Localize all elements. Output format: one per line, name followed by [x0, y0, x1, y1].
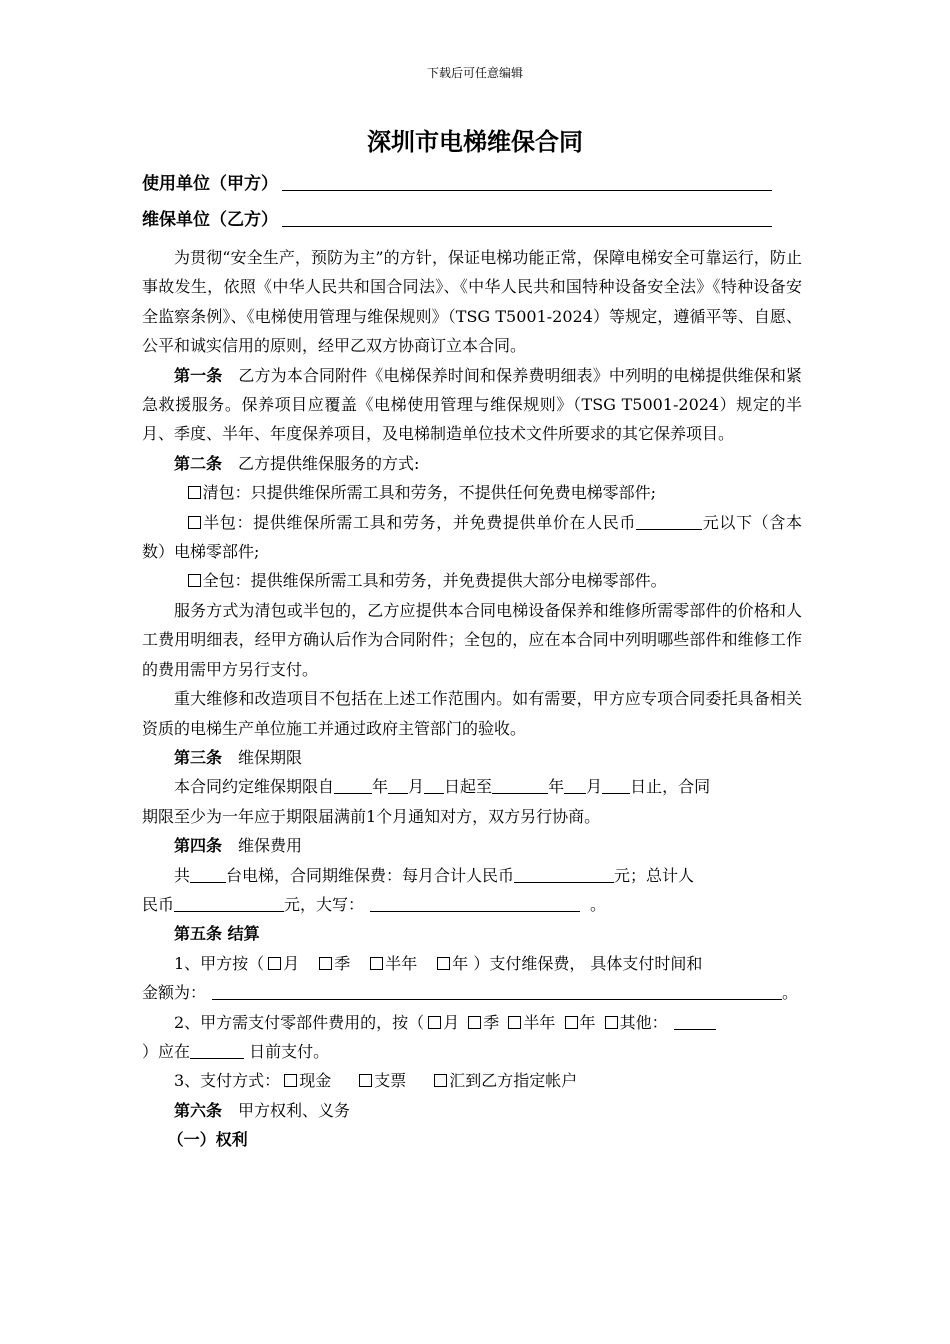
party-a-line — [142, 172, 772, 196]
start-day-label: 日起至 — [444, 777, 493, 797]
start-year-label: 年 — [372, 777, 389, 797]
parts-other-label: 其他： — [619, 1012, 668, 1032]
article-4-fee — [142, 861, 802, 890]
checkbox-parts-halfyear[interactable] — [508, 1016, 521, 1029]
option-qingbao-text: 清包：只提供维保所需工具和劳务，不提供任何免费电梯零部件; — [202, 483, 656, 503]
end-month-label: 月 — [586, 777, 603, 797]
document-title: 深圳市电梯维保合同 — [367, 128, 583, 156]
party-b-line — [142, 208, 772, 232]
item-1-end: 。 — [782, 983, 799, 1003]
pay-year-label: 年 — [452, 953, 469, 973]
checkbox-qingbao[interactable] — [188, 486, 201, 499]
contract-body — [142, 243, 802, 1155]
total-fee-blank[interactable] — [174, 895, 284, 912]
end-month-blank[interactable] — [564, 777, 586, 794]
page-header: 下载后可任意编辑 — [426, 66, 523, 80]
item-3-text-a: 3、支付方式： — [174, 1071, 281, 1091]
article-4-title: 第四条 — [174, 836, 223, 856]
option-quanbao — [142, 566, 802, 595]
item-1-text-a: 1、甲方按（ — [174, 953, 265, 973]
checkbox-parts-season[interactable] — [468, 1016, 481, 1029]
end-day-label: 日止，合同 — [630, 777, 711, 797]
option-qingbao — [142, 478, 802, 507]
party-a-label: 使用单位（甲方） — [142, 174, 278, 194]
article-3 — [142, 743, 802, 772]
total-fee-words-blank[interactable] — [370, 895, 580, 912]
pay-month-label: 月 — [283, 953, 300, 973]
transfer-label: 汇到乙方指定帐户 — [449, 1071, 578, 1091]
article-5-item-1 — [142, 949, 802, 978]
payment-amount-blank[interactable] — [212, 983, 782, 1000]
checkbox-parts-month[interactable] — [428, 1016, 441, 1029]
option-quanbao-text: 全包：提供维保所需工具和劳务，并免费提供大部分电梯零部件。 — [202, 571, 667, 591]
parts-year-label: 年 — [579, 1012, 596, 1032]
checkbox-quanbao[interactable] — [188, 574, 201, 587]
fee-text-2: 台电梯，合同期维保费：每月合计人民币 — [226, 865, 515, 885]
article-3-notice: 期限至少为一年应于期限届满前1个月通知对方，双方另行协商。 — [142, 806, 601, 826]
article-6-title: 第六条 — [174, 1100, 223, 1120]
checkbox-parts-year[interactable] — [565, 1016, 578, 1029]
item-2-text-a: 2、甲方需支付零部件费用的，按（ — [174, 1012, 425, 1032]
checkbox-cash[interactable] — [284, 1074, 297, 1087]
item-1-text-c: 金额为： — [142, 983, 207, 1003]
pay-season-label: 季 — [334, 953, 351, 973]
article-5-item-2-due — [142, 1037, 802, 1066]
article-2-para-2: 重大维修和改造项目不包括在上述工作范围内。如有需要，甲方应专项合同委托具备相关资质的电梯生产单位施工并通过政府主管部门的验收。 — [142, 689, 802, 738]
checkbox-pay-month[interactable] — [268, 957, 281, 970]
end-year-label: 年 — [548, 777, 565, 797]
item-2-text-b: ）应在 — [142, 1041, 191, 1061]
article-6-subtitle: 甲方权利、义务 — [238, 1100, 351, 1120]
checkbox-parts-other[interactable] — [605, 1016, 618, 1029]
start-month-blank[interactable] — [388, 777, 408, 794]
parts-other-blank[interactable] — [674, 1013, 716, 1030]
article-5-item-2 — [142, 1008, 802, 1037]
checkbox-transfer[interactable] — [434, 1074, 447, 1087]
checkbox-banbao[interactable] — [188, 516, 201, 529]
start-year-blank[interactable] — [334, 777, 372, 794]
fee-text-3: 元；总计人 — [614, 865, 695, 885]
article-5-item-1-amount — [142, 978, 802, 1007]
parts-season-label: 季 — [483, 1012, 500, 1032]
start-day-blank[interactable] — [424, 777, 444, 794]
article-5-title: 第五条 结算 — [174, 924, 260, 944]
article-6 — [142, 1096, 802, 1125]
pay-halfyear-label: 半年 — [385, 953, 418, 973]
option-banbao — [142, 508, 802, 567]
article-2 — [142, 449, 802, 478]
cheque-label: 支票 — [374, 1071, 407, 1091]
monthly-fee-blank[interactable] — [514, 866, 614, 883]
checkbox-pay-year[interactable] — [437, 957, 450, 970]
article-4-subtitle: 维保费用 — [238, 836, 303, 856]
article-4-total — [142, 890, 802, 919]
elevator-count-blank[interactable] — [190, 866, 226, 883]
parts-due-day-blank[interactable] — [190, 1042, 244, 1059]
checkbox-cheque[interactable] — [359, 1074, 372, 1087]
option-banbao-text-b: 元以下（含本数）电梯零部件; — [142, 512, 802, 562]
checkbox-pay-season[interactable] — [319, 957, 332, 970]
rights-heading: （一）权利 — [167, 1130, 248, 1150]
fee-text-1: 共 — [174, 865, 191, 885]
article-4 — [142, 831, 802, 860]
end-year-blank[interactable] — [492, 777, 548, 794]
fee-text-end: 。 — [590, 894, 607, 914]
checkbox-pay-halfyear[interactable] — [370, 957, 383, 970]
party-a-blank[interactable] — [282, 172, 772, 191]
article-5 — [142, 919, 802, 948]
article-3-subtitle: 维保期限 — [238, 747, 303, 767]
preamble: 为贯彻“安全生产，预防为主”的方针，保证电梯功能正常，保障电梯安全可靠运行，防止事故发生，依照《中华人民共和国合同法》、《中华人民共和国特种设备安全法》《特种设备安全监察条例》、《电梯使用管理与维保规则》（TSG T5001-2024）等规定，遵循平等、自愿、公平和诚实信用的原则，经甲乙双方协商订立本合同。 — [142, 248, 802, 356]
item-2-text-c: 日前支付。 — [249, 1041, 330, 1061]
article-2-para-1: 服务方式为清包或半包的，乙方应提供本合同电梯设备保养和维修所需零部件的价格和人工费用明细表，经甲方确认后作为合同附件；全包的，应在本合同中列明哪些部件和维修工作的费用需甲方另行支付。 — [142, 600, 802, 679]
cash-label: 现金 — [299, 1071, 332, 1091]
article-6-section-1 — [142, 1125, 802, 1154]
option-banbao-text-a: 半包：提供维保所需工具和劳务，并免费提供单价在人民币 — [202, 512, 637, 532]
fee-text-4: 民币 — [142, 894, 175, 914]
article-5-item-3 — [142, 1066, 802, 1095]
end-day-blank[interactable] — [602, 777, 630, 794]
article-3-title: 第三条 — [174, 747, 223, 767]
article-2-text: 乙方提供维保服务的方式: — [238, 453, 420, 473]
period-text-start: 本合同约定维保期限自 — [174, 777, 335, 797]
fee-text-5: 元，大写： — [284, 894, 365, 914]
banbao-price-blank[interactable] — [636, 513, 702, 530]
party-b-label: 维保单位（乙方） — [142, 210, 278, 230]
article-1 — [142, 361, 802, 449]
parts-halfyear-label: 半年 — [523, 1012, 556, 1032]
parts-month-label: 月 — [443, 1012, 460, 1032]
party-b-blank[interactable] — [282, 208, 772, 227]
article-1-title: 第一条 — [174, 365, 223, 385]
article-2-title: 第二条 — [174, 453, 223, 473]
start-month-label: 月 — [408, 777, 425, 797]
article-1-text: 乙方为本合同附件《电梯保养时间和保养费明细表》中列明的电梯提供维保和紧急救援服务。保养项目应覆盖《电梯使用管理与维保规则》（TSG T5001-2024）规定的半月、季度、半年、年度保养项目，及电梯制造单位技术文件所要求的其它保养项目。 — [142, 365, 802, 444]
article-3-period — [142, 772, 802, 801]
item-1-text-b: ）支付维保费， 具体支付时间和 — [473, 953, 703, 973]
